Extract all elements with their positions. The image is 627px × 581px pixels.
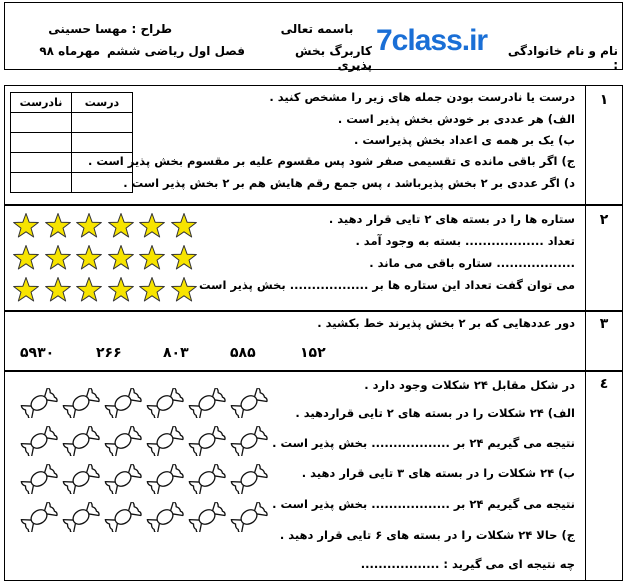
candy-icon xyxy=(20,426,58,456)
candy-icon xyxy=(62,502,100,532)
candy-icon xyxy=(230,426,268,456)
star-icon xyxy=(12,244,40,272)
candy-icon xyxy=(188,426,226,456)
designer-name: طراح : مهسا حسینی xyxy=(48,22,172,36)
star-icon xyxy=(44,276,72,304)
candy-icon xyxy=(104,388,142,418)
star-icon xyxy=(44,244,72,272)
star-icon xyxy=(12,276,40,304)
candy-icon xyxy=(20,464,58,494)
chapter: فصل اول ریاضی ششم xyxy=(107,44,245,58)
q4-divider xyxy=(585,371,586,581)
candy-icon xyxy=(104,426,142,456)
q1-item-c: ج) اگر باقی مانده ی تقسیمی صفر شود پس مقسوم علیه بر مقسوم بخش پذیر است . xyxy=(87,154,575,168)
answer-cell[interactable] xyxy=(11,113,72,133)
candy-icon xyxy=(230,502,268,532)
q4-line-2: نتیجه می گیریم ۲۴ بر .................. بخش پذیر است . xyxy=(272,436,575,450)
star-icon xyxy=(107,244,135,272)
q4-number: ٤ xyxy=(599,376,609,392)
answer-cell[interactable] xyxy=(72,133,133,153)
answer-cell[interactable] xyxy=(11,153,72,173)
q1-number: ۱ xyxy=(599,92,609,108)
candy-icon xyxy=(146,502,184,532)
watermark: 7class.ir xyxy=(376,24,488,57)
star-icon xyxy=(75,212,103,240)
candy-icon xyxy=(146,464,184,494)
q1-item-d: د) اگر عددی بر ۲ بخش پذیرباشد ، پس جمع رقم هایش هم بر ۲ بخش پذیر است . xyxy=(123,176,575,190)
star-icon xyxy=(170,244,198,272)
q2-line-3: می توان گفت تعداد این ستاره ها بر .................. بخش پذیر است . xyxy=(190,278,575,292)
star-icon xyxy=(75,276,103,304)
q2-number: ۲ xyxy=(599,212,609,228)
star-icon xyxy=(138,276,166,304)
candy-icon xyxy=(230,388,268,418)
col-true-header: درست xyxy=(72,93,133,113)
q3-number: ۳ xyxy=(599,316,609,332)
q2-instruction: ستاره ها را در بسته های ۲ تایی قرار دهید . xyxy=(328,212,575,226)
star-icon xyxy=(44,212,72,240)
q4-line-3: ب) ۲۴ شکلات را در بسته های ۳ تایی قرار دهید . xyxy=(301,466,575,480)
candy-icon xyxy=(146,388,184,418)
q1-item-a: الف) هر عددی بر خودش بخش پذیر است . xyxy=(337,112,575,126)
number-option[interactable]: ۵۹۳۰ xyxy=(20,345,55,361)
answer-cell[interactable] xyxy=(72,153,133,173)
number-option[interactable]: ۱۵۲ xyxy=(300,345,326,361)
true-false-table xyxy=(10,92,133,193)
date: مهرماه ۹۸ xyxy=(39,44,100,58)
number-option[interactable]: ۸۰۳ xyxy=(163,345,189,361)
answer-cell[interactable] xyxy=(72,113,133,133)
candy-icon xyxy=(104,502,142,532)
answer-cell[interactable] xyxy=(72,173,133,193)
candy-icon xyxy=(230,464,268,494)
q4-line-4: نتیجه می گیریم ۲۴ بر .................. بخش پذیر است . xyxy=(272,497,575,511)
star-icon xyxy=(170,212,198,240)
page-title: باسمه تعالی xyxy=(280,22,354,36)
candy-icon xyxy=(62,388,100,418)
candy-icon xyxy=(188,502,226,532)
candy-icon xyxy=(62,464,100,494)
star-icon xyxy=(75,244,103,272)
star-icon xyxy=(138,244,166,272)
q4-line-0: در شکل مقابل ۲۴ شکلات وجود دارد . xyxy=(364,378,575,392)
q1-item-b: ب) یک بر همه ی اعداد بخش پذیراست . xyxy=(354,133,575,147)
q4-line-5: ج) حالا ۲۴ شکلات را در بسته های ۶ تایی قرار دهید . xyxy=(279,528,575,542)
answer-cell[interactable] xyxy=(11,173,72,193)
star-icon xyxy=(12,212,40,240)
q1-instruction: درست یا نادرست بودن جمله های زیر را مشخص کنید . xyxy=(269,90,575,104)
star-icon xyxy=(138,212,166,240)
q4-line-1: الف) ۲۴ شکلات را در بسته های ۲ تایی قراردهید . xyxy=(295,406,575,420)
col-false-header: نادرست xyxy=(11,93,72,113)
q3-instruction: دور عددهایی که بر ۲ بخش پذیرند خط بکشید . xyxy=(317,316,575,330)
name-label: نام و نام خانوادگی : xyxy=(507,44,618,72)
candy-icon xyxy=(104,464,142,494)
star-icon xyxy=(107,212,135,240)
candy-icon xyxy=(20,388,58,418)
candy-icon xyxy=(146,426,184,456)
candy-icon xyxy=(62,426,100,456)
star-icon xyxy=(107,276,135,304)
answer-cell[interactable] xyxy=(11,133,72,153)
worksheet-subtitle: کاربرگ بخش پذیری xyxy=(295,44,372,72)
candy-icon xyxy=(188,464,226,494)
q2-line-1: تعداد .................. بسته به وجود آمد . xyxy=(355,234,575,248)
q4-line-6: چه نتیجه ای می گیرید : .................. xyxy=(360,557,575,571)
candy-icon xyxy=(20,502,58,532)
candy-icon xyxy=(188,388,226,418)
number-option[interactable]: ۲۶۶ xyxy=(96,345,122,361)
q2-line-2: .................. ستاره باقی می ماند . xyxy=(369,256,575,270)
star-icon xyxy=(170,276,198,304)
number-option[interactable]: ۵۸۵ xyxy=(230,345,256,361)
